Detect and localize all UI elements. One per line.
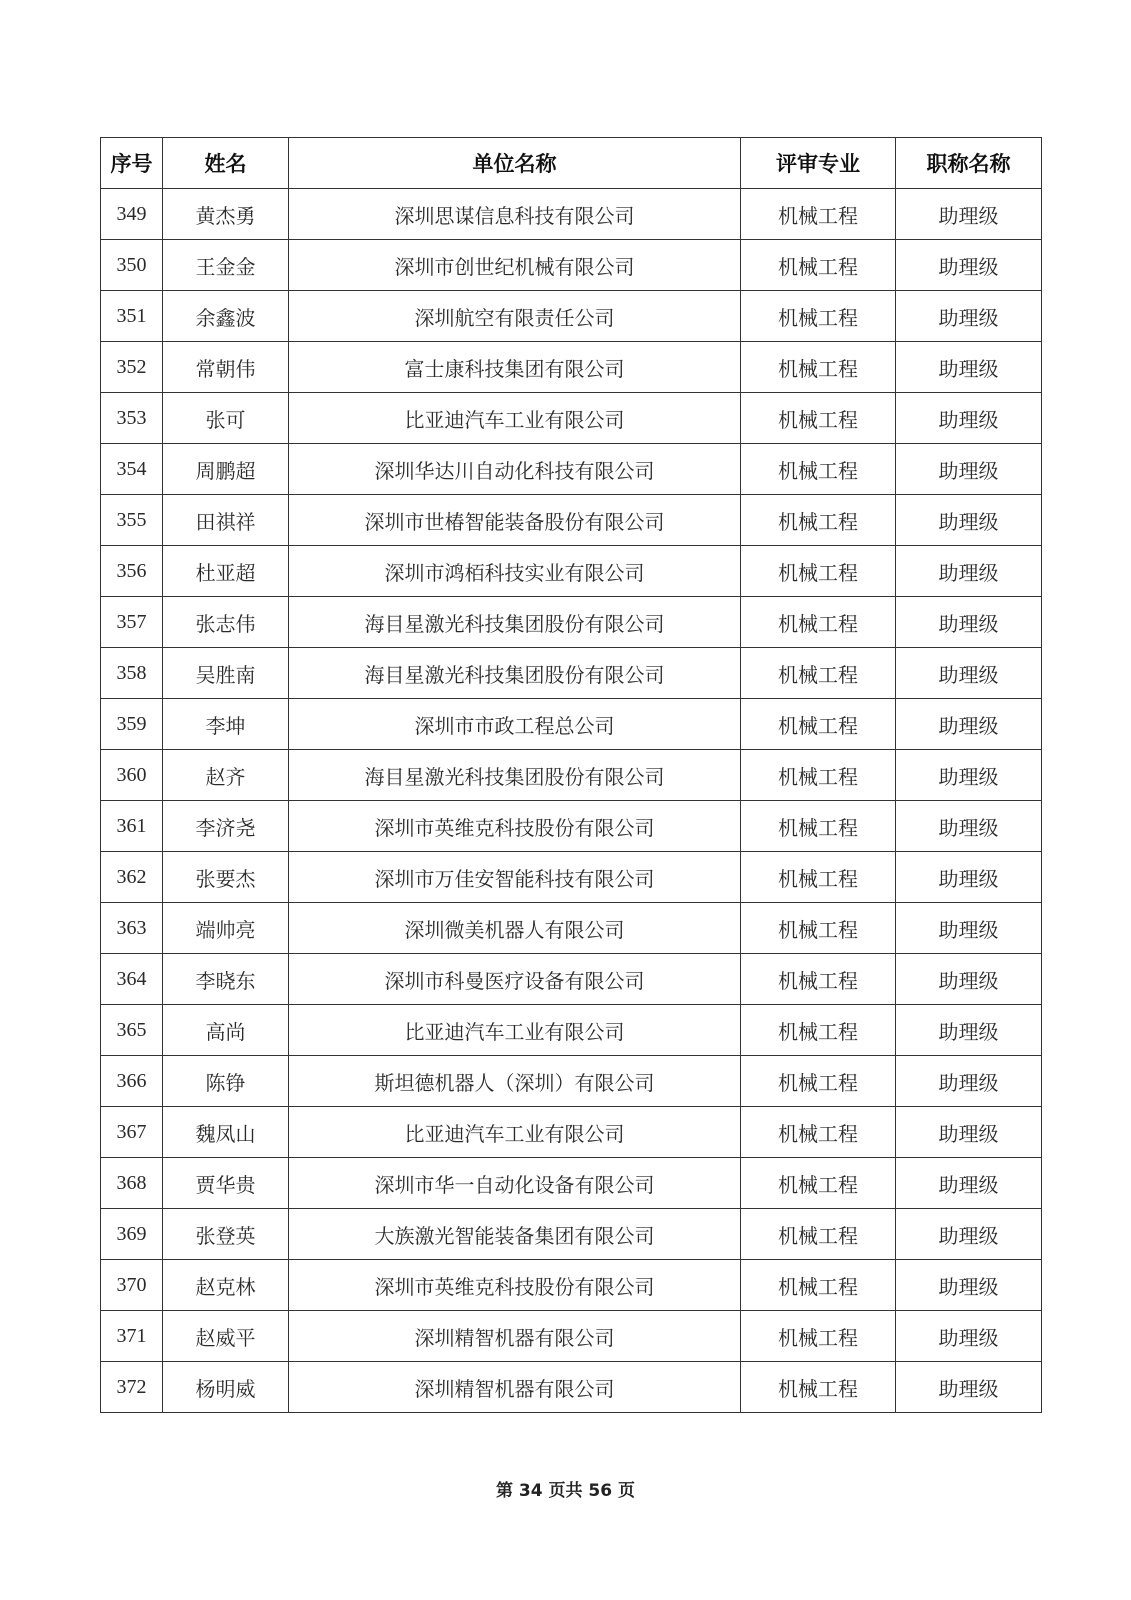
specialty-cell: 机械工程 xyxy=(741,1005,896,1056)
serial-number-cell: 368 xyxy=(101,1158,163,1209)
name-cell: 高尚 xyxy=(163,1005,289,1056)
specialty-cell: 机械工程 xyxy=(741,1056,896,1107)
organization-cell: 深圳市市政工程总公司 xyxy=(289,699,741,750)
title-cell: 助理级 xyxy=(896,648,1042,699)
name-cell: 吴胜南 xyxy=(163,648,289,699)
name-cell: 余鑫波 xyxy=(163,291,289,342)
name-cell: 杜亚超 xyxy=(163,546,289,597)
specialty-cell: 机械工程 xyxy=(741,189,896,240)
serial-number-cell: 350 xyxy=(101,240,163,291)
serial-number-cell: 372 xyxy=(101,1362,163,1413)
name-cell: 杨明威 xyxy=(163,1362,289,1413)
table-row xyxy=(101,393,1042,444)
serial-number-cell: 357 xyxy=(101,597,163,648)
title-cell: 助理级 xyxy=(896,750,1042,801)
table-row xyxy=(101,1260,1042,1311)
organization-cell: 海目星激光科技集团股份有限公司 xyxy=(289,648,741,699)
specialty-cell: 机械工程 xyxy=(741,750,896,801)
organization-cell: 比亚迪汽车工业有限公司 xyxy=(289,393,741,444)
name-cell: 李济尧 xyxy=(163,801,289,852)
table-row xyxy=(101,495,1042,546)
table-row xyxy=(101,546,1042,597)
name-cell: 赵克林 xyxy=(163,1260,289,1311)
organization-cell: 大族激光智能装备集团有限公司 xyxy=(289,1209,741,1260)
title-cell: 助理级 xyxy=(896,1056,1042,1107)
serial-number-cell: 364 xyxy=(101,954,163,1005)
specialty-cell: 机械工程 xyxy=(741,1209,896,1260)
table-row xyxy=(101,801,1042,852)
serial-number-cell: 352 xyxy=(101,342,163,393)
name-cell: 张登英 xyxy=(163,1209,289,1260)
specialty-cell: 机械工程 xyxy=(741,954,896,1005)
organization-cell: 海目星激光科技集团股份有限公司 xyxy=(289,750,741,801)
table-body xyxy=(101,189,1042,1413)
specialty-cell: 机械工程 xyxy=(741,597,896,648)
organization-cell: 深圳市英维克科技股份有限公司 xyxy=(289,1260,741,1311)
header-name: 姓名 xyxy=(163,138,289,189)
title-cell: 助理级 xyxy=(896,1362,1042,1413)
specialty-cell: 机械工程 xyxy=(741,444,896,495)
name-cell: 常朝伟 xyxy=(163,342,289,393)
organization-cell: 深圳市世椿智能装备股份有限公司 xyxy=(289,495,741,546)
title-cell: 助理级 xyxy=(896,699,1042,750)
name-cell: 王金金 xyxy=(163,240,289,291)
table-row xyxy=(101,1005,1042,1056)
name-cell: 李坤 xyxy=(163,699,289,750)
title-cell: 助理级 xyxy=(896,1260,1042,1311)
specialty-cell: 机械工程 xyxy=(741,240,896,291)
serial-number-cell: 366 xyxy=(101,1056,163,1107)
name-cell: 张可 xyxy=(163,393,289,444)
table-row xyxy=(101,903,1042,954)
name-cell: 周鹏超 xyxy=(163,444,289,495)
table-row xyxy=(101,597,1042,648)
table-row xyxy=(101,444,1042,495)
title-cell: 助理级 xyxy=(896,1005,1042,1056)
specialty-cell: 机械工程 xyxy=(741,852,896,903)
title-cell: 助理级 xyxy=(896,495,1042,546)
specialty-cell: 机械工程 xyxy=(741,342,896,393)
title-cell: 助理级 xyxy=(896,342,1042,393)
title-cell: 助理级 xyxy=(896,291,1042,342)
organization-cell: 深圳思谋信息科技有限公司 xyxy=(289,189,741,240)
serial-number-cell: 353 xyxy=(101,393,163,444)
organization-cell: 富士康科技集团有限公司 xyxy=(289,342,741,393)
header-title: 职称名称 xyxy=(896,138,1042,189)
specialty-cell: 机械工程 xyxy=(741,546,896,597)
serial-number-cell: 365 xyxy=(101,1005,163,1056)
serial-number-cell: 351 xyxy=(101,291,163,342)
name-cell: 贾华贵 xyxy=(163,1158,289,1209)
organization-cell: 深圳华达川自动化科技有限公司 xyxy=(289,444,741,495)
title-cell: 助理级 xyxy=(896,1311,1042,1362)
organization-cell: 深圳航空有限责任公司 xyxy=(289,291,741,342)
roster-table xyxy=(100,137,1042,1413)
organization-cell: 深圳市创世纪机械有限公司 xyxy=(289,240,741,291)
specialty-cell: 机械工程 xyxy=(741,648,896,699)
header-specialty: 评审专业 xyxy=(741,138,896,189)
name-cell: 张志伟 xyxy=(163,597,289,648)
organization-cell: 深圳精智机器有限公司 xyxy=(289,1311,741,1362)
serial-number-cell: 356 xyxy=(101,546,163,597)
title-cell: 助理级 xyxy=(896,852,1042,903)
header-serial-number: 序号 xyxy=(101,138,163,189)
name-cell: 黄杰勇 xyxy=(163,189,289,240)
specialty-cell: 机械工程 xyxy=(741,1158,896,1209)
serial-number-cell: 367 xyxy=(101,1107,163,1158)
table-row xyxy=(101,1362,1042,1413)
title-cell: 助理级 xyxy=(896,1209,1042,1260)
serial-number-cell: 360 xyxy=(101,750,163,801)
table-row xyxy=(101,240,1042,291)
specialty-cell: 机械工程 xyxy=(741,1260,896,1311)
table-row xyxy=(101,954,1042,1005)
title-cell: 助理级 xyxy=(896,444,1042,495)
table-row xyxy=(101,1158,1042,1209)
serial-number-cell: 358 xyxy=(101,648,163,699)
specialty-cell: 机械工程 xyxy=(741,393,896,444)
title-cell: 助理级 xyxy=(896,393,1042,444)
name-cell: 田祺祥 xyxy=(163,495,289,546)
title-cell: 助理级 xyxy=(896,240,1042,291)
organization-cell: 深圳微美机器人有限公司 xyxy=(289,903,741,954)
organization-cell: 海目星激光科技集团股份有限公司 xyxy=(289,597,741,648)
serial-number-cell: 361 xyxy=(101,801,163,852)
table-row xyxy=(101,291,1042,342)
name-cell: 赵威平 xyxy=(163,1311,289,1362)
organization-cell: 深圳市华一自动化设备有限公司 xyxy=(289,1158,741,1209)
title-cell: 助理级 xyxy=(896,1158,1042,1209)
organization-cell: 比亚迪汽车工业有限公司 xyxy=(289,1005,741,1056)
specialty-cell: 机械工程 xyxy=(741,495,896,546)
serial-number-cell: 359 xyxy=(101,699,163,750)
serial-number-cell: 369 xyxy=(101,1209,163,1260)
header-organization: 单位名称 xyxy=(289,138,741,189)
specialty-cell: 机械工程 xyxy=(741,699,896,750)
specialty-cell: 机械工程 xyxy=(741,1362,896,1413)
specialty-cell: 机械工程 xyxy=(741,1107,896,1158)
title-cell: 助理级 xyxy=(896,546,1042,597)
organization-cell: 深圳市科曼医疗设备有限公司 xyxy=(289,954,741,1005)
serial-number-cell: 355 xyxy=(101,495,163,546)
table-row xyxy=(101,1311,1042,1362)
specialty-cell: 机械工程 xyxy=(741,801,896,852)
table-row xyxy=(101,750,1042,801)
organization-cell: 深圳市鸿栢科技实业有限公司 xyxy=(289,546,741,597)
serial-number-cell: 370 xyxy=(101,1260,163,1311)
name-cell: 李晓东 xyxy=(163,954,289,1005)
serial-number-cell: 371 xyxy=(101,1311,163,1362)
table-row xyxy=(101,1107,1042,1158)
table-row xyxy=(101,852,1042,903)
organization-cell: 比亚迪汽车工业有限公司 xyxy=(289,1107,741,1158)
page-number-footer: 第 34 页共 56 页 xyxy=(496,1481,635,1501)
name-cell: 赵齐 xyxy=(163,750,289,801)
table-row xyxy=(101,189,1042,240)
title-cell: 助理级 xyxy=(896,903,1042,954)
title-cell: 助理级 xyxy=(896,954,1042,1005)
title-cell: 助理级 xyxy=(896,801,1042,852)
organization-cell: 深圳精智机器有限公司 xyxy=(289,1362,741,1413)
table-row xyxy=(101,1056,1042,1107)
table-row xyxy=(101,648,1042,699)
organization-cell: 深圳市英维克科技股份有限公司 xyxy=(289,801,741,852)
table-header-row xyxy=(101,138,1042,189)
title-cell: 助理级 xyxy=(896,597,1042,648)
name-cell: 张要杰 xyxy=(163,852,289,903)
organization-cell: 斯坦德机器人（深圳）有限公司 xyxy=(289,1056,741,1107)
specialty-cell: 机械工程 xyxy=(741,1311,896,1362)
organization-cell: 深圳市万佳安智能科技有限公司 xyxy=(289,852,741,903)
table-row xyxy=(101,1209,1042,1260)
table-row xyxy=(101,342,1042,393)
specialty-cell: 机械工程 xyxy=(741,903,896,954)
name-cell: 陈铮 xyxy=(163,1056,289,1107)
title-cell: 助理级 xyxy=(896,1107,1042,1158)
name-cell: 魏凤山 xyxy=(163,1107,289,1158)
name-cell: 端帅亮 xyxy=(163,903,289,954)
table-row xyxy=(101,699,1042,750)
specialty-cell: 机械工程 xyxy=(741,291,896,342)
serial-number-cell: 349 xyxy=(101,189,163,240)
serial-number-cell: 362 xyxy=(101,852,163,903)
title-cell: 助理级 xyxy=(896,189,1042,240)
serial-number-cell: 354 xyxy=(101,444,163,495)
serial-number-cell: 363 xyxy=(101,903,163,954)
